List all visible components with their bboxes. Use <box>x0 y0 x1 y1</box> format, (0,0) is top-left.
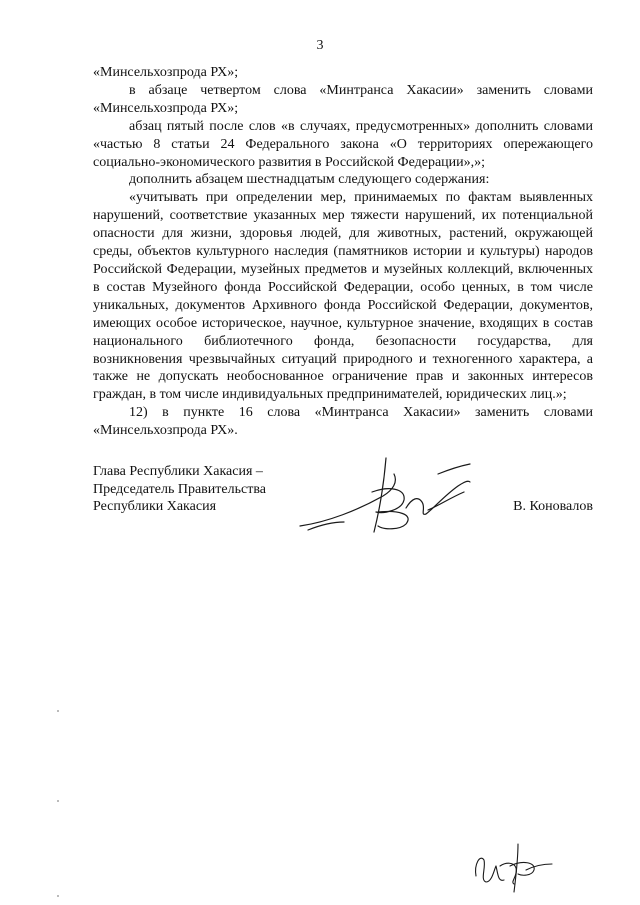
handwritten-initials <box>470 836 560 896</box>
scan-speck <box>57 800 59 802</box>
paragraph: в абзаце четвертом слова «Минтранса Хакасии» заменить словами «Минсельхозпрода РХ»; <box>93 82 593 116</box>
paragraph: дополнить абзацем шестнадцатым следующего содержания: <box>129 172 490 188</box>
signatory-title <box>93 463 266 516</box>
signatory-title-line: Республики Хакасия <box>93 499 217 514</box>
document-body <box>93 64 593 440</box>
scan-speck <box>57 895 59 897</box>
signatory-title-line: Глава Республики Хакасия – <box>93 464 263 479</box>
handwritten-signature <box>288 452 488 542</box>
paragraph: «учитывать при определении мер, принимаемых по фактам выявленных нарушений, соответствие указанных мер тяжести нарушений, их потенциальной опасности для жизни, здоровья людей, для животных, растений, окружающей среды, объектов культурного наследия (памятников истории и культуры) народов Российской Федерации, музейных предметов и музейных коллекций, включенных в состав Музейного фонда Российской Федерации, особо ценных, в том числе уникальных, документов Архивного фонда Российской Федерации, документов, имеющих особое историческое, научное, культурное значение, входящих в состав национального библиотечного фонда, безопасности государства, для возникновения чрезвычайных ситуаций природного и техногенного характера, а также не допускать необоснованное ограничение прав и законных интересов граждан, в том числе индивидуальных предпринимателей, юридических лиц.»; <box>93 190 593 403</box>
signatory-name: В. Коновалов <box>513 499 593 514</box>
page-number: 3 <box>316 38 324 53</box>
paragraph: абзац пятый после слов «в случаях, предусмотренных» дополнить словами «частью 8 статьи 24 Федерального закона «О территориях опережающего социально-экономического развития в Российской Федерации»,»; <box>93 118 593 170</box>
paragraph: 12) в пункте 16 слова «Минтранса Хакасии» заменить словами «Минсельхозпрода РХ». <box>93 405 593 439</box>
scan-speck <box>57 710 59 712</box>
signatory-title-line: Председатель Правительства <box>93 481 266 497</box>
paragraph: «Минсельхозпрода РХ»; <box>93 65 239 80</box>
